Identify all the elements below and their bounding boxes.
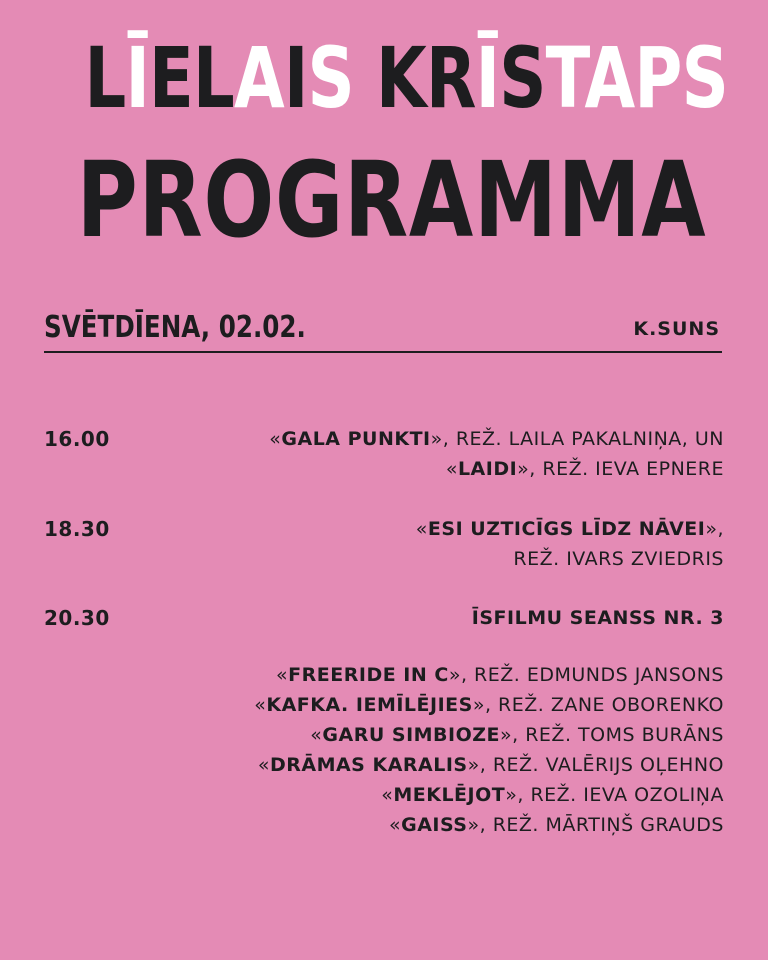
festival-title — [84, 28, 729, 128]
quote-open: « — [445, 458, 458, 480]
film-title: MEKLĒJOT — [393, 784, 506, 806]
session-heading — [124, 603, 724, 633]
program-title: PROGRAMMA — [76, 139, 707, 261]
film-line — [124, 454, 724, 484]
film-director: , — [717, 518, 724, 540]
day-label: SVĒTDĪENA, 02.02. — [44, 310, 306, 345]
list-item: «KAFKA. IEMĪLĒJIES», REŽ. ZANE OBORENKO — [254, 694, 724, 716]
title-part: Ī — [475, 29, 500, 127]
title-part: S — [499, 29, 546, 127]
list-item: «FREERIDE IN C», REŽ. EDMUNDS JANSONS — [276, 664, 724, 686]
film-director: , REŽ. IEVA EPNERE — [529, 458, 724, 480]
film-director: , REŽ. TOMS BURĀNS — [512, 724, 724, 746]
quote-open: « — [415, 518, 428, 540]
shorts-list — [84, 660, 724, 840]
divider — [44, 351, 722, 353]
list-item: «DRĀMAS KARALIS», REŽ. VALĒRIJS OĻEHNO — [257, 754, 724, 776]
title-part: TAPS — [545, 29, 729, 127]
film-title: ESI UZTICĪGS LĪDZ NĀVEI — [427, 518, 706, 540]
film-title: FREERIDE IN C — [288, 664, 449, 686]
film-title: KAFKA. IEMĪLĒJIES — [266, 694, 473, 716]
film-director: , REŽ. MĀRTIŅŠ GRAUDS — [479, 814, 724, 836]
title-part: Ī — [125, 29, 150, 127]
film-title: GALA PUNKTI — [281, 428, 431, 450]
title-part: I — [283, 29, 308, 127]
screening-time: 18.30 — [44, 517, 110, 541]
film-line — [124, 424, 724, 454]
title-part: KR — [375, 29, 476, 127]
film-line — [124, 544, 724, 574]
session-title: ĪSFILMU SEANSS NR. 3 — [471, 607, 724, 629]
quote-close: » — [705, 518, 718, 540]
list-item: «MEKLĒJOT», REŽ. IEVA OZOLIŅA — [381, 784, 724, 806]
screening-time: 16.00 — [44, 427, 110, 451]
quote-close: » — [430, 428, 443, 450]
film-title: LAIDI — [457, 458, 518, 480]
film-director: , REŽ. IEVA OZOLIŅA — [517, 784, 724, 806]
title-part: S — [307, 29, 376, 127]
film-title: GARU SIMBIOZE — [322, 724, 501, 746]
film-director: , REŽ. EDMUNDS JANSONS — [460, 664, 724, 686]
title-part: A — [234, 29, 284, 127]
film-title: DRĀMAS KARALIS — [269, 754, 468, 776]
film-director: , REŽ. VALĒRIJS OĻEHNO — [479, 754, 724, 776]
film-line — [124, 514, 724, 544]
list-item: «GARU SIMBIOZE», REŽ. TOMS BURĀNS — [310, 724, 724, 746]
title-part: L — [84, 29, 126, 127]
film-director: REŽ. IVARS ZVIEDRIS — [513, 548, 724, 570]
quote-open: « — [269, 428, 282, 450]
title-part: EL — [149, 29, 235, 127]
screening-time: 20.30 — [44, 606, 110, 630]
film-director: , REŽ. LAILA PAKALNIŅA, UN — [442, 428, 724, 450]
film-director: , REŽ. ZANE OBORENKO — [484, 694, 724, 716]
venue-label: K.SUNS — [633, 318, 720, 340]
quote-close: » — [517, 458, 530, 480]
list-item: «GAISS», REŽ. MĀRTIŅŠ GRAUDS — [388, 814, 724, 836]
day-header — [44, 306, 724, 350]
film-title: GAISS — [401, 814, 468, 836]
